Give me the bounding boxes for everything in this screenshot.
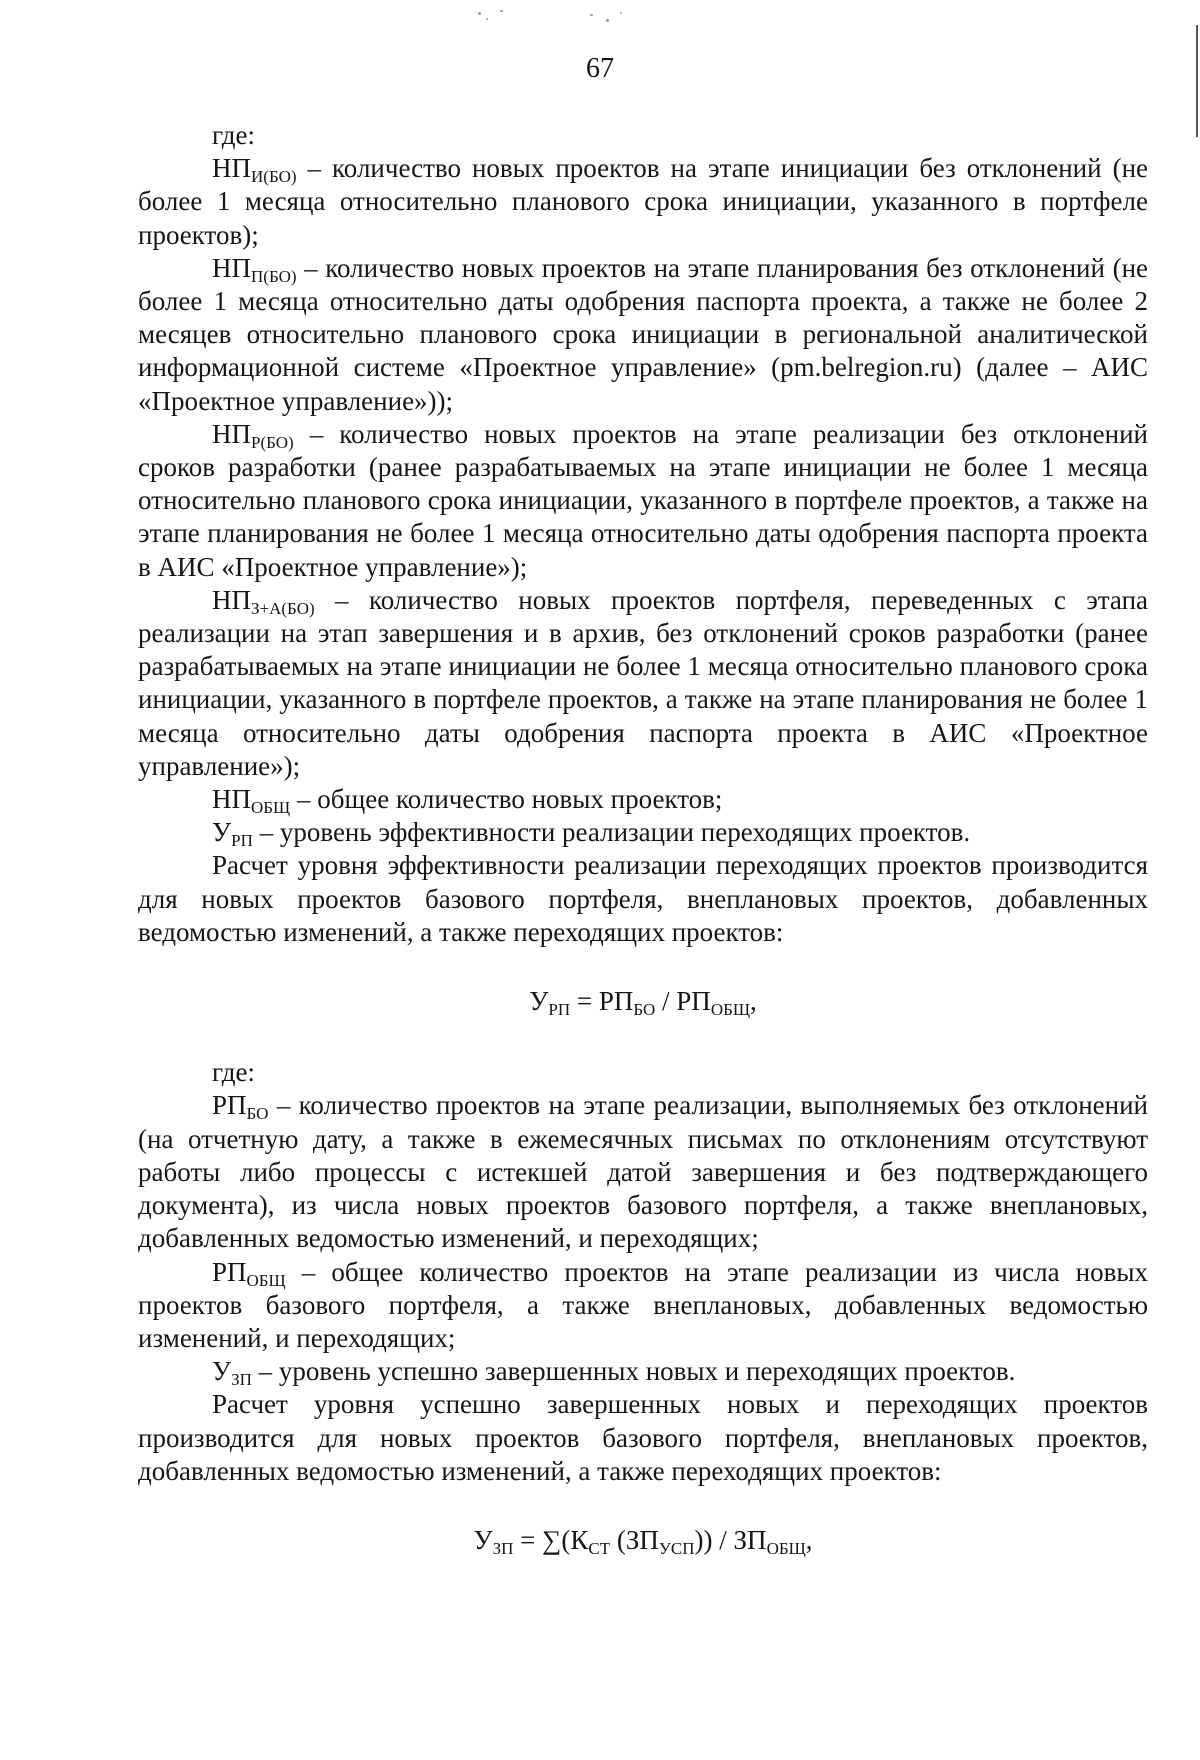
definition-np-initiation: $НП_{И(БО)}$ – количество новых проектов на этапе инициации без отклонений (не более 1 месяца относительно планового срока инициации, указанного в портфеле проектов); [138,153,1148,250]
scan-speck [500,10,503,12]
definition-rp-bo: $РП_{БО}$ – количество проектов на этапе реализации, выполняемых без отклонений (на отчетную дату, а также в ежемесячных письмах по отклонениям отсутствуют работы либо процессы с истекшей датой завершения и без подтверждающего документа), из числа новых проектов базового портфеля, а также внеплановых, добавленных ведомостью изменений, и переходящих; [138,1090,1148,1254]
scan-speck [590,14,593,16]
where-label: где: [212,120,255,150]
paragraph-calculation-rp: Расчет уровня эффективности реализации переходящих проектов производится для новых проектов базового портфеля, внеплановых проектов, добавленных ведомостью изменений, а также переходящих проектов: [138,850,1148,947]
scan-speck [478,12,481,15]
definition-np-planning: $НП_{П(БО)}$ – количество новых проектов на этапе планирования без отклонений (не более 1 месяца относительно даты одобрения паспорта проекта, а также не более 2 месяцев относительно планового срока инициации в региональной аналитической информационной системе «Проектное управление» (pm.belregion.ru) (далее – АИС «Проектное управление»)); [138,252,1148,416]
document-body [138,119,1148,1557]
definition-u-rp: $У_{РП}$ – уровень эффективности реализации переходящих проектов. [212,817,971,851]
page-number: 67 [586,53,614,84]
where-label-2: где: [212,1057,255,1088]
formula-u-rp: $У_{РП} = РП_{БО} / РП_{ОБЩ}$, [529,986,757,1020]
definition-np-realization: $НП_{Р(БО)}$ – количество новых проектов на этапе реализации без отклонений сроков разработки (ранее разрабатываемых на этапе инициации не более 1 месяца относительно планового срока инициации, указанного в портфеле проектов, а также на этапе планирования не более 1 месяца относительно даты одобрения паспорта проекта в АИС «Проектное управление»); [138,418,1148,582]
definition-np-total: $НП_{ОБЩ}$ – общее количество новых проектов; [212,784,723,818]
scan-speck [620,12,622,14]
formula-u-zp: $У_{ЗП} = \sum(К_{СТ}$ $(ЗП_{УСП})) / ЗП_{ОБЩ}$, [473,1524,813,1558]
definition-u-zp: $У_{ЗП}$ – уровень успешно завершенных новых и переходящих проектов. [212,1356,1016,1390]
scan-speck [486,18,488,20]
scan-speck [606,19,609,22]
definition-rp-total: $РП_{ОБЩ}$ – общее количество проектов на этапе реализации из числа новых проектов базового портфеля, а также внеплановых, добавленных ведомостью изменений, и переходящих; [138,1256,1148,1353]
definition-np-completion-archive: $НП_{З+А(БО)}$ – количество новых проектов портфеля, переведенных с этапа реализации на этап завершения и в архив, без отклонений сроков разработки (ранее разрабатываемых на этапе инициации не более 1 месяца относительно планового срока инициации, указанного в портфеле проектов, а также на этапе планирования не более 1 месяца относительно даты одобрения паспорта проекта в АИС «Проектное управление»); [138,584,1148,781]
paragraph-calculation-zp: Расчет уровня успешно завершенных новых и переходящих проектов производится для новых проектов базового портфеля, внеплановых проектов, добавленных ведомостью изменений, а также переходящих проектов: [138,1389,1148,1486]
